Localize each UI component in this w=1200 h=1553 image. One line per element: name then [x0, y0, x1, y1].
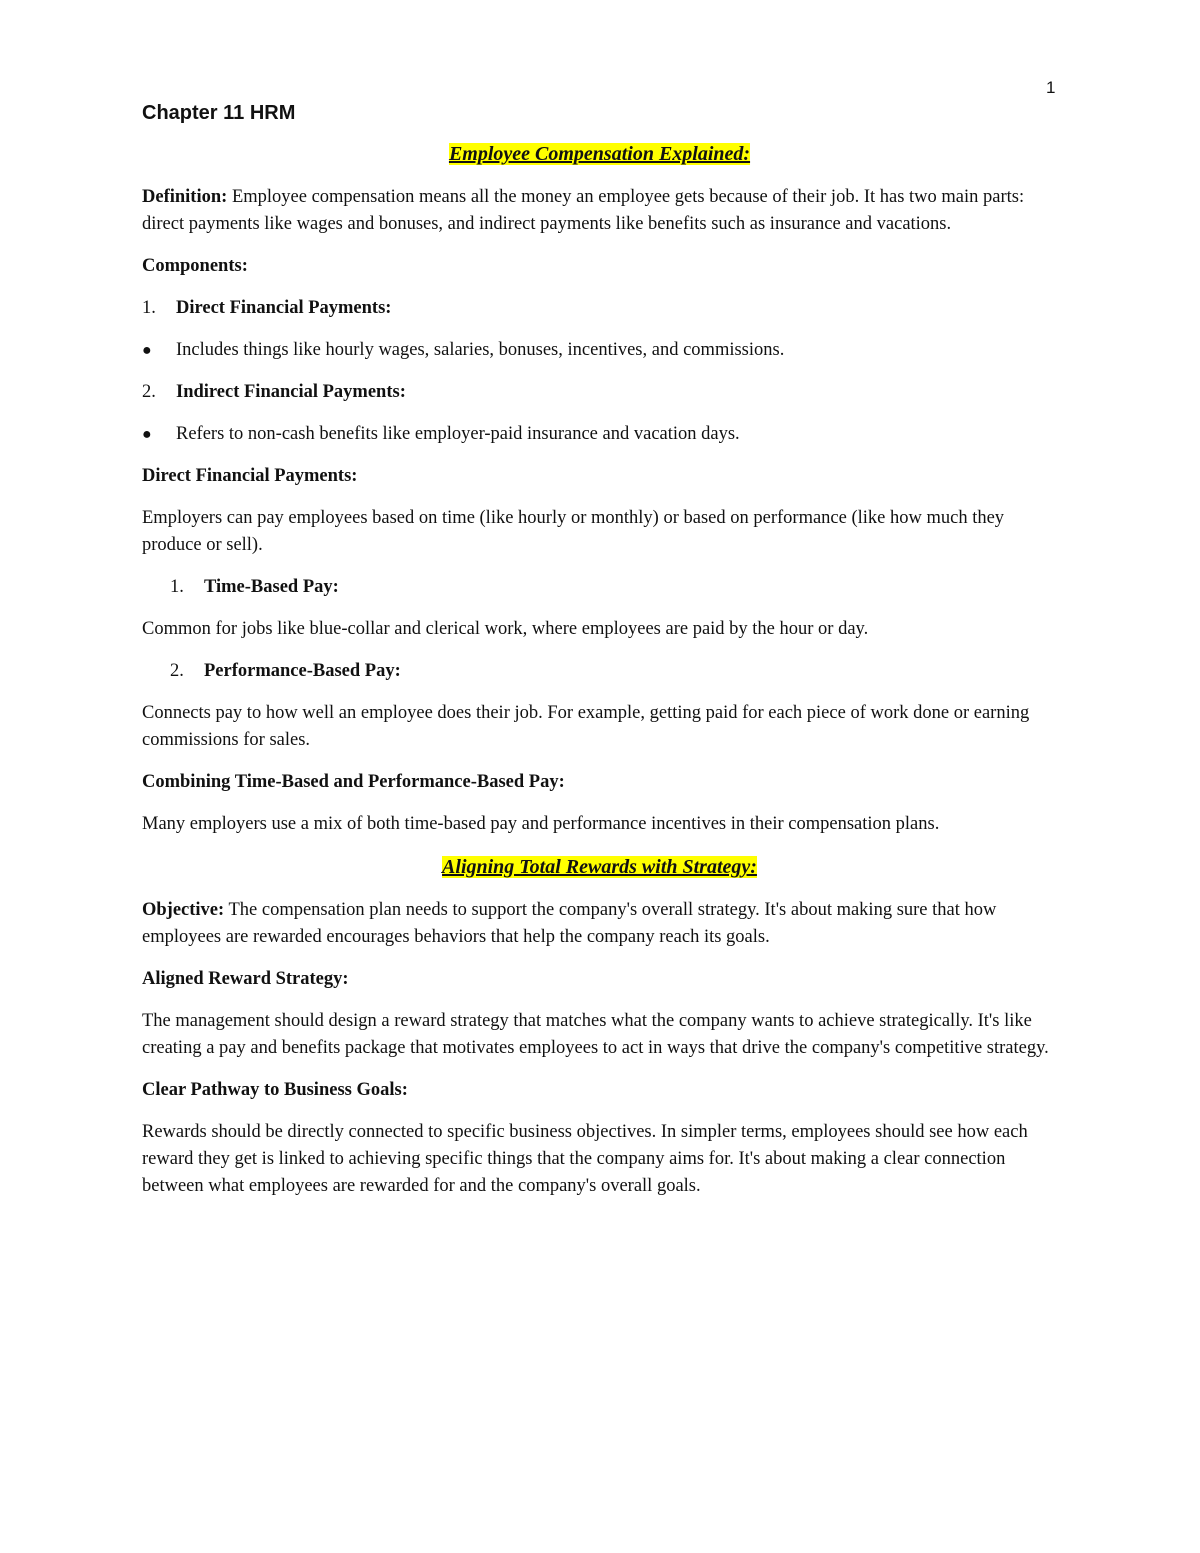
definition-label: Definition:	[142, 187, 228, 207]
list-item-label: Time-Based Pay:	[204, 577, 339, 597]
components-heading: Components:	[142, 256, 248, 276]
direct-payments-paragraph: Employers can pay employees based on time (like hourly or monthly) or based on performance (like how much they produce or sell).	[142, 508, 1005, 555]
direct-payments-heading: Direct Financial Payments:	[142, 466, 358, 486]
combining-heading: Combining Time-Based and Performance-Based Pay:	[142, 772, 565, 792]
combining-paragraph: Many employers use a mix of both time-based pay and performance incentives in their compensation plans.	[142, 814, 940, 834]
section-heading-rewards-text: Aligning Total Rewards with Strategy:	[442, 856, 757, 878]
page-number: 1	[1046, 78, 1056, 97]
performance-based-paragraph: Connects pay to how well an employee does their job. For example, getting paid for each piece of work done or earning commissions for sales.	[142, 703, 1030, 750]
list-number: 1.	[170, 577, 184, 597]
list-item-label: Indirect Financial Payments:	[176, 382, 406, 402]
list-item-time-based	[142, 574, 1057, 601]
section-heading-rewards	[142, 853, 1057, 882]
definition-text: Employee compensation means all the money an employee gets because of their job. It has two main parts: direct payments like wages and bonuses, and indirect payments like benefits such as insurance and vacations.	[142, 187, 1025, 234]
pathway-paragraph: Rewards should be directly connected to specific business objectives. In simpler terms, employees should see how each reward they get is linked to achieving specific things that the company aims for. It's about making a clear connection between what employees are rewarded for and the company's overall goals.	[142, 1122, 1028, 1196]
list-item-indirect-payments	[142, 379, 1057, 406]
objective-paragraph	[142, 897, 1057, 951]
section-heading-compensation	[142, 140, 1057, 169]
list-number: 1.	[142, 298, 156, 318]
objective-label: Objective:	[142, 900, 225, 920]
pathway-heading: Clear Pathway to Business Goals:	[142, 1080, 408, 1100]
section-heading-compensation-text: Employee Compensation Explained:	[448, 143, 751, 165]
list-item-direct-payments	[142, 295, 1057, 322]
time-based-paragraph: Common for jobs like blue-collar and clerical work, where employees are paid by the hour or day.	[142, 619, 869, 639]
bullet-icon: ●	[142, 342, 152, 359]
bullet-item-indirect	[142, 421, 1057, 448]
list-number: 2.	[170, 661, 184, 681]
objective-text: The compensation plan needs to support the company's overall strategy. It's about making sure that how employees are rewarded encourages behaviors that help the company reach its goals.	[142, 900, 997, 947]
list-item-performance-based	[142, 658, 1057, 685]
list-item-label: Direct Financial Payments:	[176, 298, 392, 318]
definition-paragraph	[142, 184, 1057, 238]
bullet-text: Includes things like hourly wages, salaries, bonuses, incentives, and commissions.	[176, 340, 785, 360]
bullet-icon: ●	[142, 426, 152, 443]
aligned-strategy-heading: Aligned Reward Strategy:	[142, 969, 349, 989]
bullet-text: Refers to non-cash benefits like employer-paid insurance and vacation days.	[176, 424, 740, 444]
list-number: 2.	[142, 382, 156, 402]
bullet-item-direct	[142, 337, 1057, 364]
document-body	[142, 100, 1057, 1215]
document-title: Chapter 11 HRM	[142, 102, 296, 124]
aligned-strategy-paragraph: The management should design a reward strategy that matches what the company wants to achieve strategically. It's like creating a pay and benefits package that motivates employees to act in ways that drive the company's competitive strategy.	[142, 1011, 1049, 1058]
list-item-label: Performance-Based Pay:	[204, 661, 401, 681]
